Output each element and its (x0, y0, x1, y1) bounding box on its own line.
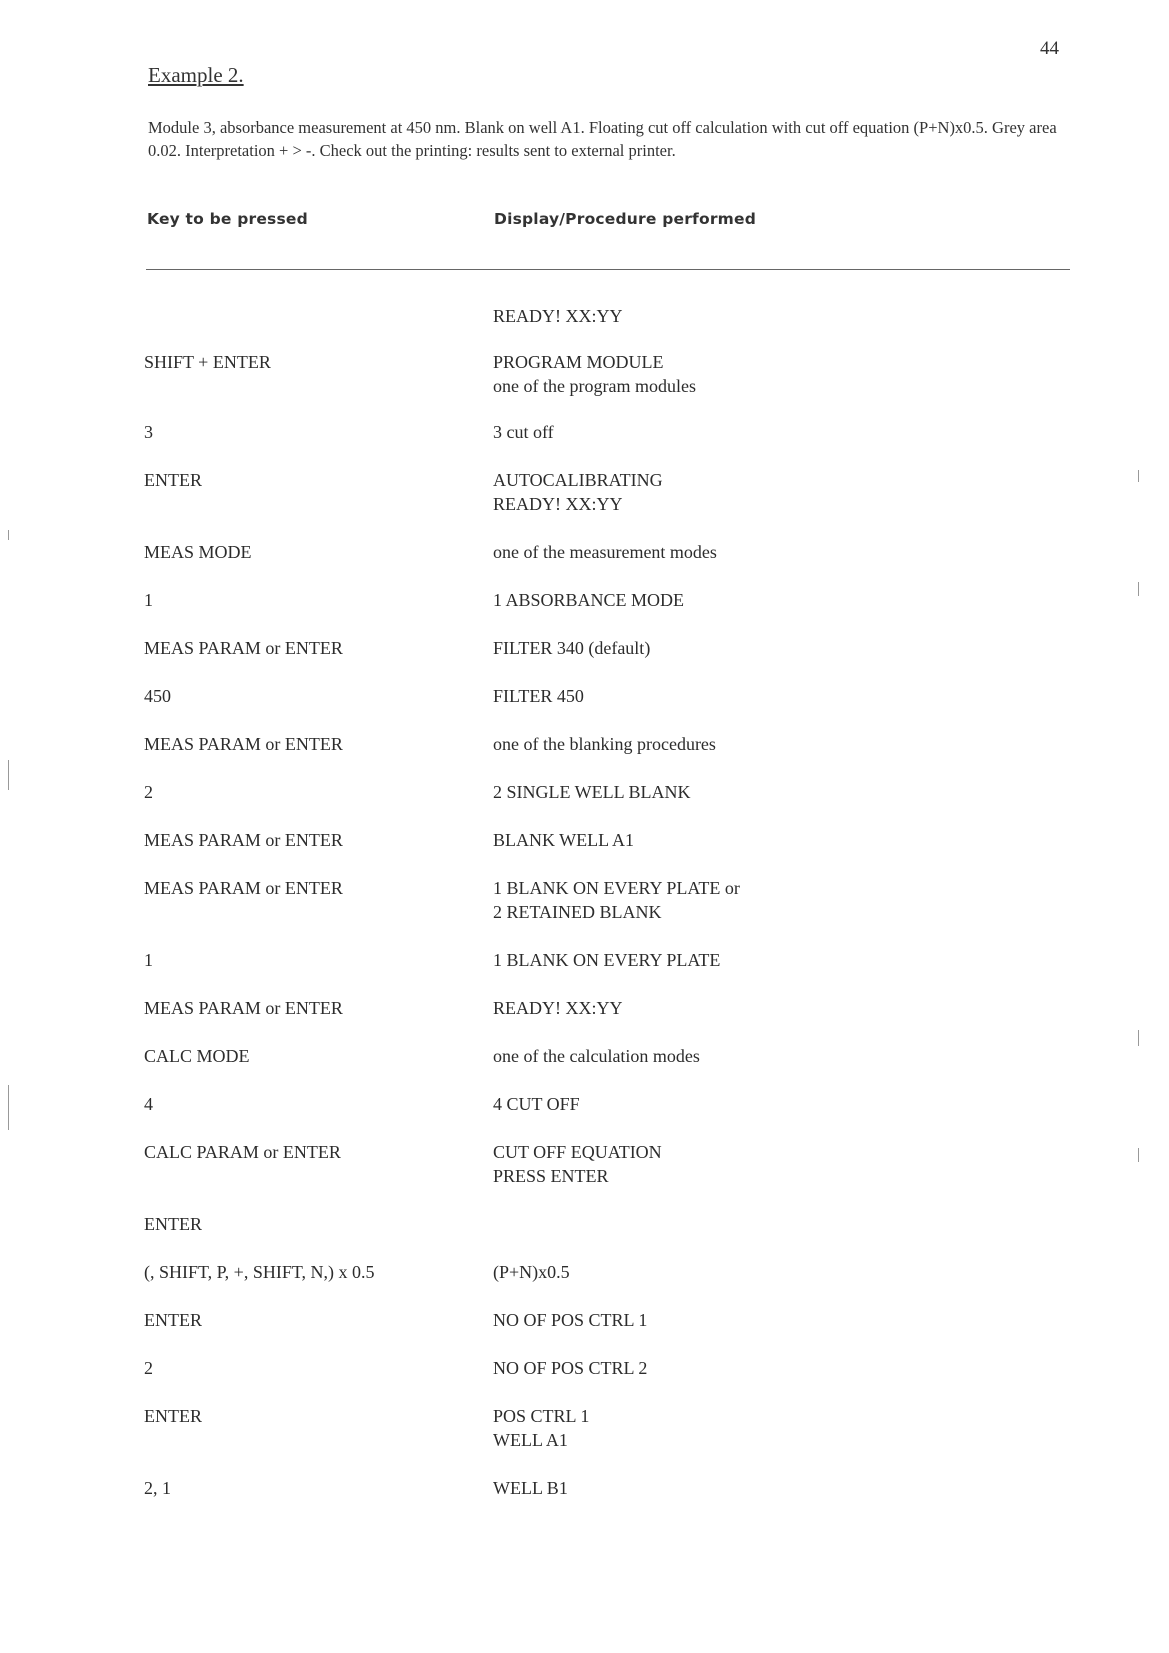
display-cell: 1 BLANK ON EVERY PLATE (493, 950, 721, 970)
key-cell: 1 (144, 950, 153, 970)
key-cell: 2 (144, 782, 153, 802)
display-cell: BLANK WELL A1 (493, 830, 634, 850)
key-cell: 1 (144, 590, 153, 610)
key-cell: ENTER (144, 1214, 202, 1234)
display-cell: READY! XX:YY (493, 998, 623, 1018)
scan-speck (8, 760, 9, 790)
display-cell: (P+N)x0.5 (493, 1262, 570, 1282)
display-cell: one of the calculation modes (493, 1046, 700, 1066)
display-cell: 3 cut off (493, 422, 554, 442)
key-cell: 2, 1 (144, 1478, 171, 1498)
scan-speck (1138, 1030, 1139, 1046)
display-cell: 2 SINGLE WELL BLANK (493, 782, 691, 802)
key-cell: SHIFT + ENTER (144, 352, 271, 372)
key-cell: ENTER (144, 470, 202, 490)
display-cell: AUTOCALIBRATING READY! XX:YY (493, 470, 663, 514)
display-cell: POS CTRL 1 WELL A1 (493, 1406, 590, 1450)
page-number: 44 (1040, 38, 1059, 59)
key-cell: CALC MODE (144, 1046, 250, 1066)
display-cell: FILTER 450 (493, 686, 584, 706)
display-cell: 4 CUT OFF (493, 1094, 580, 1114)
key-cell: 4 (144, 1094, 153, 1114)
scan-speck (8, 1085, 9, 1130)
key-cell: ENTER (144, 1310, 202, 1330)
key-cell: MEAS PARAM or ENTER (144, 638, 343, 658)
scan-speck (1138, 1148, 1139, 1162)
display-cell: 1 BLANK ON EVERY PLATE or 2 RETAINED BLANK (493, 878, 740, 922)
key-cell: 2 (144, 1358, 153, 1378)
display-cell: FILTER 340 (default) (493, 638, 651, 658)
key-cell: MEAS PARAM or ENTER (144, 734, 343, 754)
display-cell: PROGRAM MODULE one of the program modules (493, 352, 696, 396)
scan-speck (8, 530, 9, 540)
key-cell: MEAS PARAM or ENTER (144, 878, 343, 898)
display-cell: 1 ABSORBANCE MODE (493, 590, 685, 610)
display-cell: WELL B1 (493, 1478, 568, 1498)
display-cell: NO OF POS CTRL 2 (493, 1358, 648, 1378)
key-cell: MEAS PARAM or ENTER (144, 998, 343, 1018)
display-cell: NO OF POS CTRL 1 (493, 1310, 648, 1330)
key-cell: MEAS PARAM or ENTER (144, 830, 343, 850)
display-cell: one of the blanking procedures (493, 734, 716, 754)
key-cell: 450 (144, 686, 171, 706)
key-cell: ENTER (144, 1406, 202, 1426)
display-cell: READY! XX:YY (493, 306, 623, 326)
display-cell: CUT OFF EQUATION PRESS ENTER (493, 1142, 662, 1186)
key-cell: MEAS MODE (144, 542, 252, 562)
scan-speck (1138, 470, 1139, 482)
key-cell: 3 (144, 422, 153, 442)
key-column-header: Key to be pressed (147, 210, 308, 228)
key-cell: CALC PARAM or ENTER (144, 1142, 341, 1162)
display-cell: one of the measurement modes (493, 542, 717, 562)
display-column-header: Display/Procedure performed (494, 210, 757, 228)
scan-speck (1138, 582, 1139, 596)
example-title: Example 2. (148, 63, 244, 87)
key-cell: (, SHIFT, P, +, SHIFT, N,) x 0.5 (144, 1262, 375, 1282)
intro-text: Module 3, absorbance measurement at 450 nm. Blank on well A1. Floating cut off calculation with cut off equation (P+N)x0.5. Grey area 0.02. Interpretation + > -. Check out the printing: results sent to external printer. (148, 118, 1057, 160)
